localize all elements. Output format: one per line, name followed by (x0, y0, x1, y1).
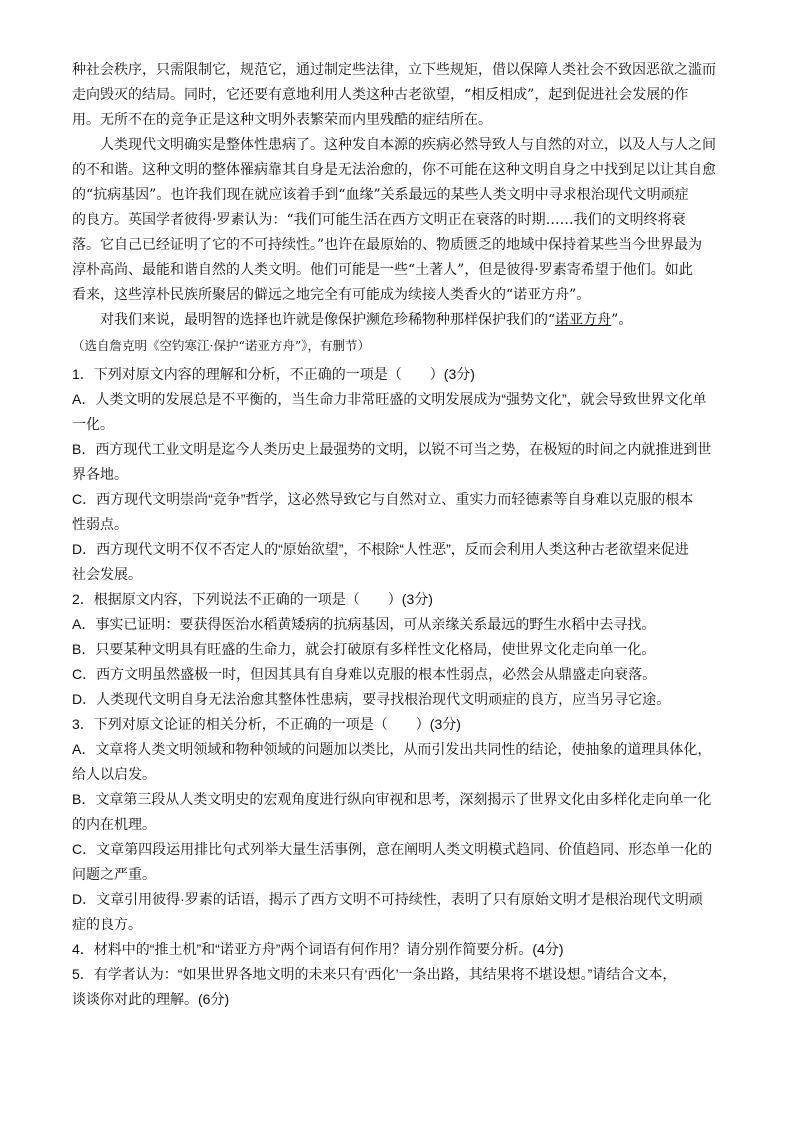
passage-paragraph-3 (72, 308, 722, 333)
passage-line: 的不和谐。这种文明的整体罹病靠其自身是无法治愈的，你不可能在这种文明自身之中找到足以让其自愈 (72, 162, 716, 178)
question-2-option-b: B．只要某种文明具有旺盛的生命力，就会打破原有多样性文化格局，使世界文化走向单一化。 (72, 641, 656, 657)
question-2-option-c: C．西方文明虽然盛极一时，但因其具有自身难以克服的根本性弱点，必然会从鼎盛走向衰落。 (72, 666, 657, 682)
question-2-option-d: D．人类现代文明自身无法治愈其整体性患病，要寻找根治现代文明顽症的良方，应当另寻它途。 (72, 691, 671, 707)
passage-line: 走向毁灭的结局。同时，它还要有意地利用人类这种古老欲望，“相反相成”，起到促进社会发展的作 (72, 87, 689, 103)
question-1-option-b: B．西方现代工业文明是迄今人类历史上最强势的文明，以锐不可当之势，在极短的时间之内就推进到世 界各地。 (72, 441, 712, 482)
passage-line: 看来，这些淳朴民族所聚居的僻远之地完全有可能成为续接人类香火的“诺亚方舟”。 (72, 287, 591, 303)
underlined-term: 诺亚方舟 (555, 312, 612, 328)
question-1-stem: 1．下列对原文内容的理解和分析，不正确的一项是（ ）(3分) (72, 366, 475, 382)
passage-line-end: ”。 (611, 312, 633, 328)
question-3-option-c: C．文章第四段运用排比句式列举大量生活事例，意在阐明人类文明模式趋同、价值趋同、形态单一化的 问题之严重。 (72, 841, 713, 882)
passage-source: （选自詹克明《空钓寒江·保护“诺亚方舟”》，有删节） (72, 338, 371, 353)
question-4-stem: 4．材料中的“推土机”和“诺亚方舟”两个词语有何作用？请分别作简要分析。(4分) (72, 941, 564, 957)
passage-line: 淳朴高尚、最能和谐自然的人类文明。他们可能是一些“土著人”，但是彼得·罗素寄希望于他们。如此 (72, 262, 693, 278)
question-section (72, 362, 722, 1012)
question-2-stem: 2．根据原文内容，下列说法不正确的一项是（ ）(3分) (72, 591, 433, 607)
passage-line: 的“抗病基因”。也许我们现在就应该着手到“血缘”关系最远的某些人类文明中寻求根治现代文明顽症 (72, 187, 689, 203)
passage-line: 落。它自己已经证明了它的不可持续性。”也许在最原始的、物质匮乏的地域中保持着某些当今世界最为 (72, 237, 703, 253)
question-2-option-a: A．事实已证明：要获得医治水稻黄矮病的抗病基因，可从亲缘关系最远的野生水稻中去寻找。 (72, 616, 656, 632)
question-3-option-b: B．文章第三段从人类文明史的宏观角度进行纵向审视和思考，深刻揭示了世界文化由多样化走向单一化 的内在机理。 (72, 791, 712, 832)
question-3-stem: 3．下列对原文论证的相关分析，不正确的一项是（ ）(3分) (72, 716, 461, 732)
question-1-option-d: D．西方现代文明不仅不否定人的“原始欲望”，不根除“人性恶”，反而会利用人类这种古老欲望来促进 社会发展。 (72, 541, 689, 582)
passage-line: 种社会秩序，只需限制它，规范它，通过制定些法律，立下些规矩，借以保障人类社会不致因恶欲之滥而 (72, 62, 716, 78)
question-1-option-a: A．人类文明的发展总是不平衡的，当生命力非常旺盛的文明发展成为“强势文化”，就会导致世界文化单 一化。 (72, 391, 707, 432)
passage-line: 人类现代文明确实是整体性患病了。这种发自本源的疾病必然导致人与自然的对立，以及人与人之间 (100, 137, 716, 153)
question-1-option-c: C．西方现代文明崇尚“竞争”哲学，这必然导致它与自然对立、重实力而轻德素等自身难以克服的根本 性弱点。 (72, 491, 694, 532)
question-5-stem: 5．有学者认为：“如果世界各地文明的未来只有‘西化’一条出路，其结果将不堪设想。”请结合文本， 谈谈你对此的理解。(6分) (72, 966, 677, 1007)
question-3-option-d: D．文章引用彼得·罗素的话语，揭示了西方文明不可持续性，表明了只有原始文明才是根治现代文明顽 症的良方。 (72, 891, 703, 932)
passage-line: 对我们来说，最明智的选择也许就是像保护濒危珍稀物种那样保护我们的“ (100, 312, 556, 328)
question-3-option-a: A．文章将人类文明领域和物种领域的问题加以类比，从而引发出共同性的结论，使抽象的道理具体化， 给人以启发。 (72, 741, 712, 782)
passage-line: 用。无所不在的竞争正是这种文明外表繁荣而内里残酷的症结所在。 (72, 112, 492, 128)
reading-passage (72, 58, 722, 358)
passage-paragraph-1 (72, 58, 722, 133)
passage-paragraph-2 (72, 133, 722, 308)
passage-line: 的良方。英国学者彼得·罗素认为：“我们可能生活在西方文明正在衰落的时期……我们的文明终将衰 (72, 212, 686, 228)
